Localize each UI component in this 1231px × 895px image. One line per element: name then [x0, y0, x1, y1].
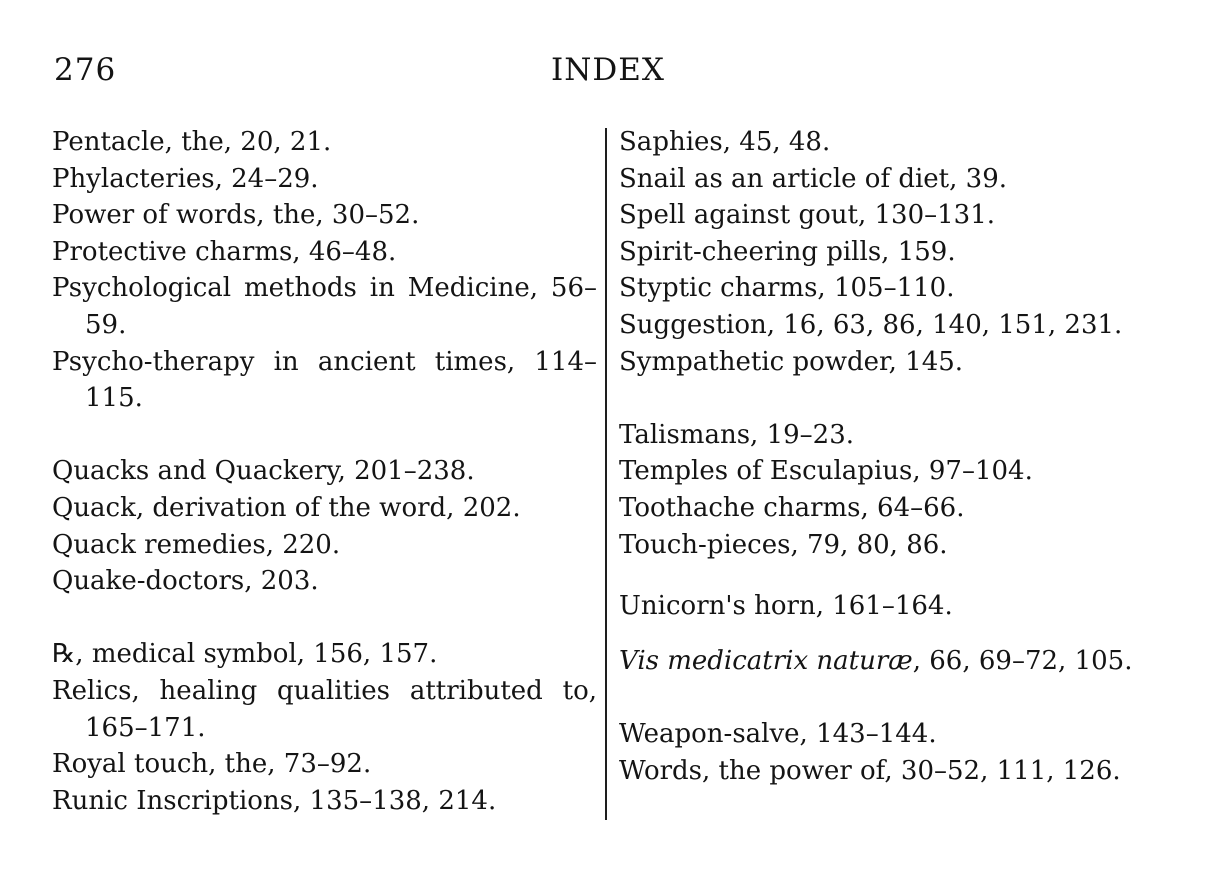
- page-number: 276: [54, 52, 117, 88]
- index-entry: Weapon-salve, 143–144.: [619, 718, 937, 749]
- index-entry: Royal touch, the, 73–92.: [52, 749, 372, 780]
- section-spacer: [619, 625, 1165, 643]
- index-entry: Snail as an article of diet, 39.: [619, 163, 1008, 194]
- section-spacer: [52, 600, 597, 637]
- index-entry: Runic Inscriptions, 135–138, 214.: [52, 785, 497, 816]
- index-entry: Phylacteries, 24–29.: [52, 163, 319, 194]
- index-entry: Temples of Esculapius, 97–104.: [619, 456, 1033, 487]
- index-entry: Words, the power of, 30–52, 111, 126.: [619, 755, 1121, 786]
- index-entry: Spirit-cheering pills, 159.: [619, 236, 956, 267]
- index-entry: Relics, healing qualities attributed to, 165–171.: [52, 675, 597, 743]
- index-entry: Unicorn's horn, 161–164.: [619, 591, 953, 622]
- index-entry: Psychological methods in Medicine, 56–59.: [52, 273, 597, 340]
- index-entry: Suggestion, 16, 63, 86, 140, 151, 231.: [619, 309, 1123, 340]
- section-spacer: [52, 417, 597, 454]
- index-entry: Quack remedies, 220.: [52, 529, 341, 560]
- index-entry: Talismans, 19–23.: [619, 419, 855, 450]
- index-entry: Pentacle, the, 20, 21.: [52, 127, 332, 157]
- column-divider: [605, 128, 607, 820]
- page-title: INDEX: [551, 52, 665, 88]
- index-entry: Quake-doctors, 203.: [52, 566, 319, 597]
- index-entry: Quacks and Quackery, 201–238.: [52, 456, 475, 487]
- index-column-right: [619, 124, 1165, 789]
- index-entry: Sympathetic powder, 145.: [619, 346, 964, 377]
- index-entry: Spell against gout, 130–131.: [619, 200, 996, 231]
- index-entry: [619, 643, 1165, 680]
- index-entry: Psycho-therapy in ancient times, 114–115.: [52, 346, 597, 414]
- index-entry: Quack, derivation of the word, 202.: [52, 492, 521, 523]
- index-entry: Styptic charms, 105–110.: [619, 273, 955, 304]
- index-entry: Touch-pieces, 79, 80, 86.: [619, 529, 948, 560]
- index-entry: ℞, medical symbol, 156, 157.: [52, 639, 438, 670]
- index-entry: Saphies, 45, 48.: [619, 127, 831, 157]
- index-entry: Protective charms, 46–48.: [52, 236, 397, 267]
- page-references: , 66, 69–72, 105.: [912, 645, 1133, 676]
- latin-term: Vis medicatrix naturæ: [619, 645, 913, 676]
- index-column-left: [52, 124, 597, 819]
- section-spacer: [619, 380, 1165, 417]
- section-spacer: [619, 563, 1165, 588]
- section-spacer: [619, 679, 1165, 716]
- index-entry: Power of words, the, 30–52.: [52, 200, 420, 231]
- index-entry: Toothache charms, 64–66.: [619, 492, 965, 523]
